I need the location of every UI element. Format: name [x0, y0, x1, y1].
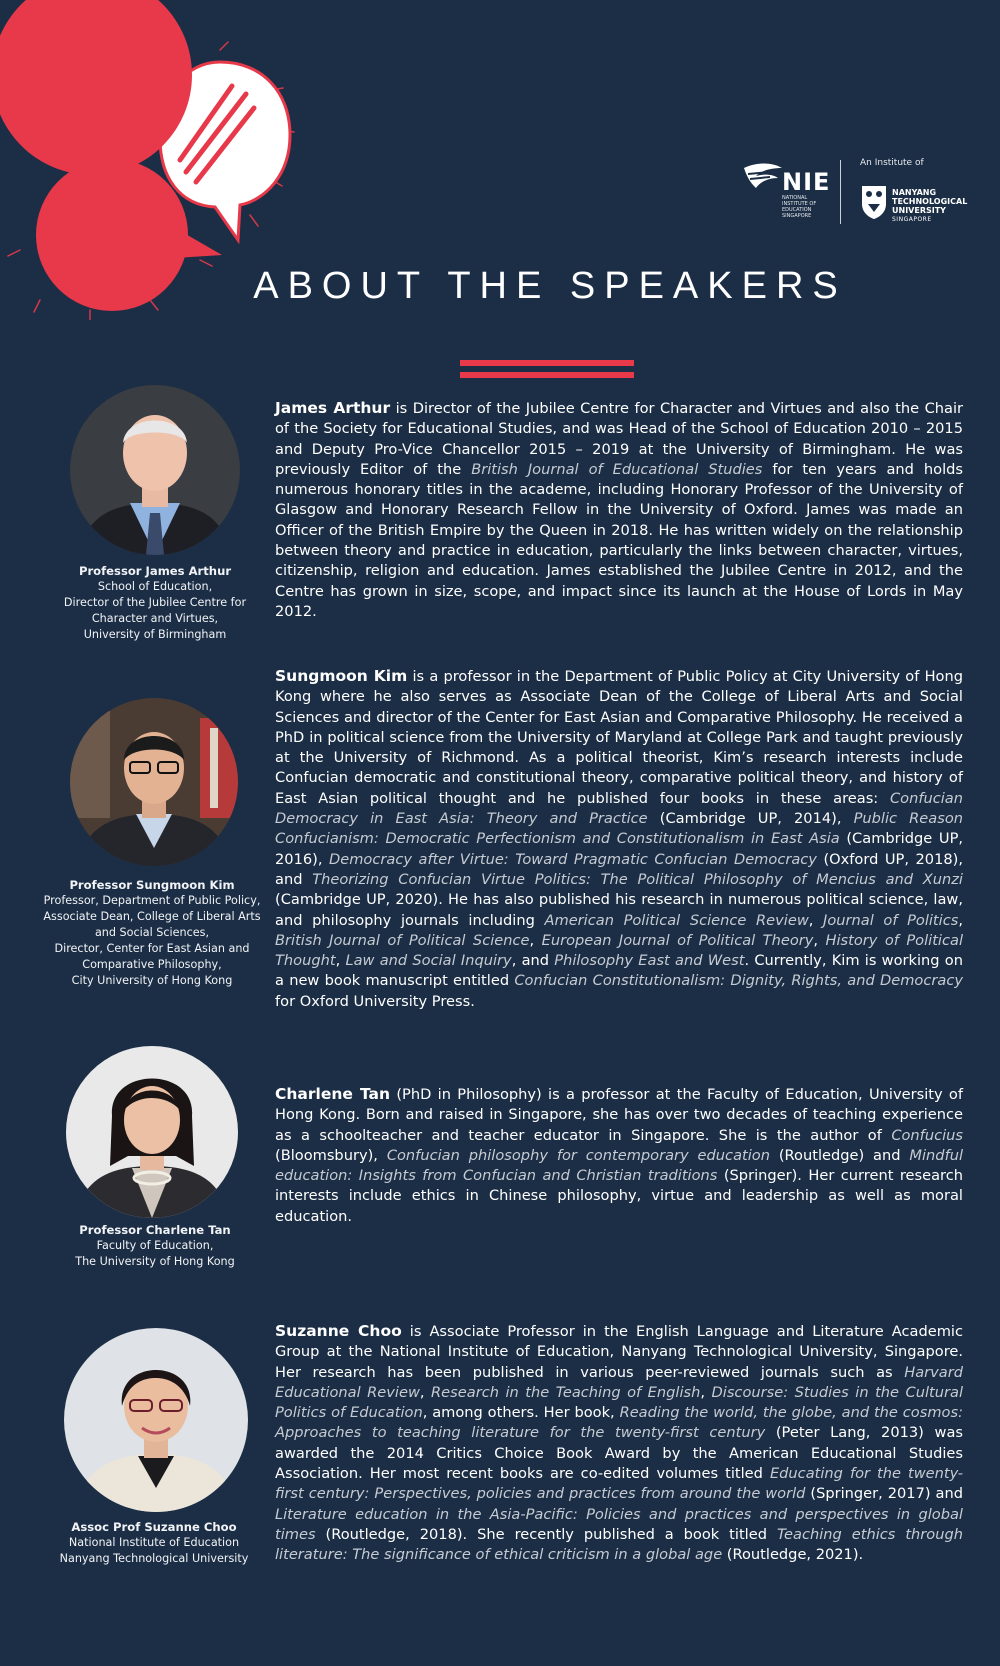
- bio-title-italic: Public Reason Confucianism: Democratic Perfectionism and Constitutionalism in East Asia: [275, 810, 963, 848]
- speaker-caption-charlene-tan: [40, 1222, 270, 1270]
- bio-text: (Cambridge UP, 2016),: [275, 830, 964, 868]
- bio-text: ,: [700, 1383, 712, 1401]
- bio-text: is Associate Professor in the English Language and Literature Academic Group at the National Institute of Education, Nanyang Technological University, Singapore. Her research has been published in various peer-reviewed journals such as: [275, 1323, 963, 1381]
- bio-text: (Oxford UP, 2018), and: [275, 850, 963, 888]
- speaker-photo-sungmoon-kim: [70, 698, 238, 866]
- speaker-name: Assoc Prof Suzanne Choo: [71, 1520, 237, 1534]
- speaker-caption-sungmoon-kim: [33, 877, 271, 989]
- bio-title-italic: European Journal of Political Theory: [541, 931, 814, 949]
- title-rule-bottom: [460, 372, 634, 378]
- bio-text: (Routledge) and: [769, 1146, 910, 1164]
- page-title: ABOUT THE SPEAKERS: [253, 265, 847, 307]
- bio-text: ,: [335, 952, 346, 970]
- affiliation-line: The University of Hong Kong: [75, 1255, 235, 1268]
- bio-speaker-name: Sungmoon Kim: [275, 667, 408, 685]
- institution-logos: [740, 150, 980, 230]
- affiliation-line: Character and Virtues,: [91, 612, 219, 625]
- ntu-line: NANYANG: [892, 188, 937, 197]
- speaker-caption-james-arthur: [40, 563, 270, 643]
- affiliation-line: School of Education,: [97, 580, 213, 593]
- bio-text: (Cambridge UP, 2014),: [647, 810, 854, 828]
- affiliation-line: Director of the Jubilee Centre for: [63, 596, 247, 609]
- speaker-name: Professor Sungmoon Kim: [69, 878, 235, 892]
- bio-text: ,: [958, 911, 963, 929]
- bio-title-italic: Mindful education: Insights from Confucian and Christian traditions: [275, 1146, 964, 1185]
- bio-text: (Routledge, 2018). She recently published a book titled: [315, 1525, 777, 1543]
- bio-speaker-name: Charlene Tan: [275, 1085, 391, 1103]
- portrait-icon: [66, 1046, 238, 1218]
- bio-text: ,: [419, 1383, 432, 1401]
- bio-text: (Cambridge UP, 2020). He has also published his research in numerous political science, law, and philosophy journals including: [275, 891, 963, 929]
- ntu-line: TECHNOLOGICAL: [892, 197, 968, 206]
- affiliation-line: City University of Hong Kong: [71, 974, 233, 987]
- speaker-caption-suzanne-choo: [38, 1519, 270, 1567]
- bio-title-italic: Confucian Democracy in East Asia: Theory and Practice: [275, 789, 963, 828]
- ntu-singapore: SINGAPORE: [892, 216, 932, 223]
- institute-of-label: An Institute of: [860, 158, 924, 168]
- bio-title-italic: Educating for the twenty-first century: Perspectives, policies and practices from around the world: [275, 1465, 963, 1503]
- affiliation-line: Faculty of Education,: [96, 1239, 214, 1252]
- speaker-name: Professor Charlene Tan: [79, 1223, 231, 1237]
- speaker-bio-james-arthur: [275, 398, 963, 622]
- bio-title-italic: Confucian Constitutionalism: Dignity, Rights, and Democracy: [514, 972, 963, 990]
- affiliation-line: and Social Sciences,: [94, 926, 210, 939]
- bio-text: ,: [529, 931, 542, 949]
- bio-text: (Springer, 2017) and: [805, 1485, 963, 1503]
- bio-text: is Director of the Jubilee Centre for Character and Virtues and also the Chair of the Society for Educational Studies, and was Head of the School of Education 2010 – 2015 and Deputy Pro-Vice Chancellor 2015 – 2019 at the University of Birmingham. He was previously Editor of the: [275, 400, 964, 478]
- bio-text: ,: [813, 931, 826, 949]
- bio-text: . Currently, Kim is working on a new book manuscript entitled: [275, 952, 963, 990]
- speaker-photo-james-arthur: [70, 385, 240, 555]
- affiliation-line: Associate Dean, College of Liberal Arts: [43, 910, 261, 923]
- affiliation-line: National Institute of Education: [68, 1536, 240, 1549]
- nie-wordmark: NIE: [782, 168, 831, 196]
- bio-title-italic: Philosophy East and West: [554, 952, 745, 970]
- ntu-crest-icon: [860, 184, 888, 220]
- bio-title-italic: Democracy after Virtue: Toward Pragmatic Confucian Democracy: [329, 850, 817, 868]
- bio-title-italic: British Journal of Educational Studies: [471, 460, 763, 478]
- affiliation-line: Nanyang Technological University: [59, 1552, 249, 1565]
- affiliation-line: University of Birmingham: [83, 628, 227, 641]
- bio-text: (PhD in Philosophy) is a professor at the Faculty of Education, University of Hong Kong. Born and raised in Singapore, she has over two decades of teaching experience as a schoolteacher and teacher educator in Singapore. She is the author of: [275, 1086, 963, 1144]
- bio-text: (Bloomsbury),: [275, 1146, 387, 1164]
- bio-text: is a professor in the Department of Public Policy at City University of Hong Kong where he also serves as Associate Dean of the College of Liberal Arts and Social Sciences and director of the Center for East Asian and Comparative Philosophy. He received a PhD in political science from the University of Maryland at College Park and taught previously at the University of Richmond. As a political theorist, Kim’s research interests include Confucian democratic and constitutional theory, comparative political theory, and history of East Asian political thought and he published four books in these areas:: [275, 668, 963, 807]
- portrait-icon: [64, 1328, 248, 1512]
- speaker-photo-charlene-tan: [66, 1046, 238, 1218]
- bio-speaker-name: James Arthur: [275, 399, 391, 417]
- bio-title-italic: American Political Science Review: [544, 911, 809, 929]
- bio-text: , among others. Her book,: [422, 1404, 620, 1422]
- bio-title-italic: Discourse: Studies in the Cultural Politics of Education: [275, 1383, 963, 1422]
- speaker-bio-charlene-tan: [275, 1084, 963, 1227]
- nie-subtitle: NATIONAL INSTITUTE OF EDUCATION SINGAPORE: [782, 195, 817, 219]
- bio-text: for Oxford University Press.: [275, 992, 475, 1010]
- bio-text: (Routledge, 2021).: [722, 1546, 864, 1564]
- speaker-photo-suzanne-choo: [64, 1328, 248, 1512]
- affiliation-line: Comparative Philosophy,: [82, 958, 222, 971]
- logo-divider: [840, 160, 841, 224]
- bio-title-italic: Teaching ethics through literature: The significance of ethical criticism in a global age: [275, 1525, 963, 1564]
- bio-title-italic: Reading the world, the globe, and the cosmos: Approaches to teaching literature for the twenty-first century: [275, 1404, 963, 1442]
- portrait-icon: [70, 385, 240, 555]
- affiliation-line: Director, Center for East Asian and: [54, 942, 250, 955]
- bio-text: for ten years and holds numerous honorary titles in the academe, including Honorary Professor of the University of Glasgow and Honorary Research Fellow in the University of Oxford. James was made an Officer of the British Empire by the Queen in 2018. He has written widely on the relationship between theory and practice in education, particularly the links between character, virtues, citizenship, religion and education. James established the Jubilee Centre in 2012, and the Centre has grown in size, scope, and impact since its launch at the House of Lords in May 2012.: [275, 460, 963, 620]
- affiliation-line: Professor, Department of Public Policy,: [43, 894, 261, 907]
- bio-title-italic: History of Political Thought: [275, 931, 964, 970]
- ntu-wordmark: [892, 188, 967, 224]
- portrait-icon: [70, 698, 238, 866]
- bio-title-italic: Confucius: [891, 1126, 963, 1144]
- bio-title-italic: Research in the Teaching of English: [431, 1383, 701, 1401]
- bio-title-italic: Confucian philosophy for contemporary education: [386, 1146, 770, 1164]
- speaker-bio-suzanne-choo: [275, 1321, 963, 1566]
- bio-title-italic: British Journal of Political Science: [275, 931, 530, 949]
- speaker-name: Professor James Arthur: [78, 564, 232, 578]
- bio-title-italic: Theorizing Confucian Virtue Politics: The Political Philosophy of Mencius and Xunzi: [312, 870, 963, 888]
- bio-speaker-name: Suzanne Choo: [275, 1322, 402, 1340]
- bio-title-italic: Journal of Politics: [823, 911, 959, 929]
- bio-text: , and: [511, 952, 555, 970]
- nie-logo-icon: [740, 160, 786, 204]
- bio-text: ,: [808, 911, 824, 929]
- bio-text: (Peter Lang, 2013) was awarded the 2014 Critics Choice Book Award by the American Educational Studies Association. Her most recent books are co-edited volumes titled: [275, 1424, 963, 1483]
- title-rule-top: [460, 360, 634, 366]
- bio-title-italic: Harvard Educational Review: [275, 1363, 963, 1401]
- bio-title-italic: Law and Social Inquiry: [345, 952, 512, 970]
- ntu-line: UNIVERSITY: [892, 206, 946, 215]
- bio-text: (Springer). Her current research interests include ethics in Chinese philosophy, virtue and leadership as well as moral education.: [275, 1167, 964, 1225]
- speaker-bio-sungmoon-kim: [275, 666, 963, 1012]
- bio-title-italic: Literature education in the Asia-Pacific: Policies and practices and perspectives in global times: [275, 1505, 963, 1543]
